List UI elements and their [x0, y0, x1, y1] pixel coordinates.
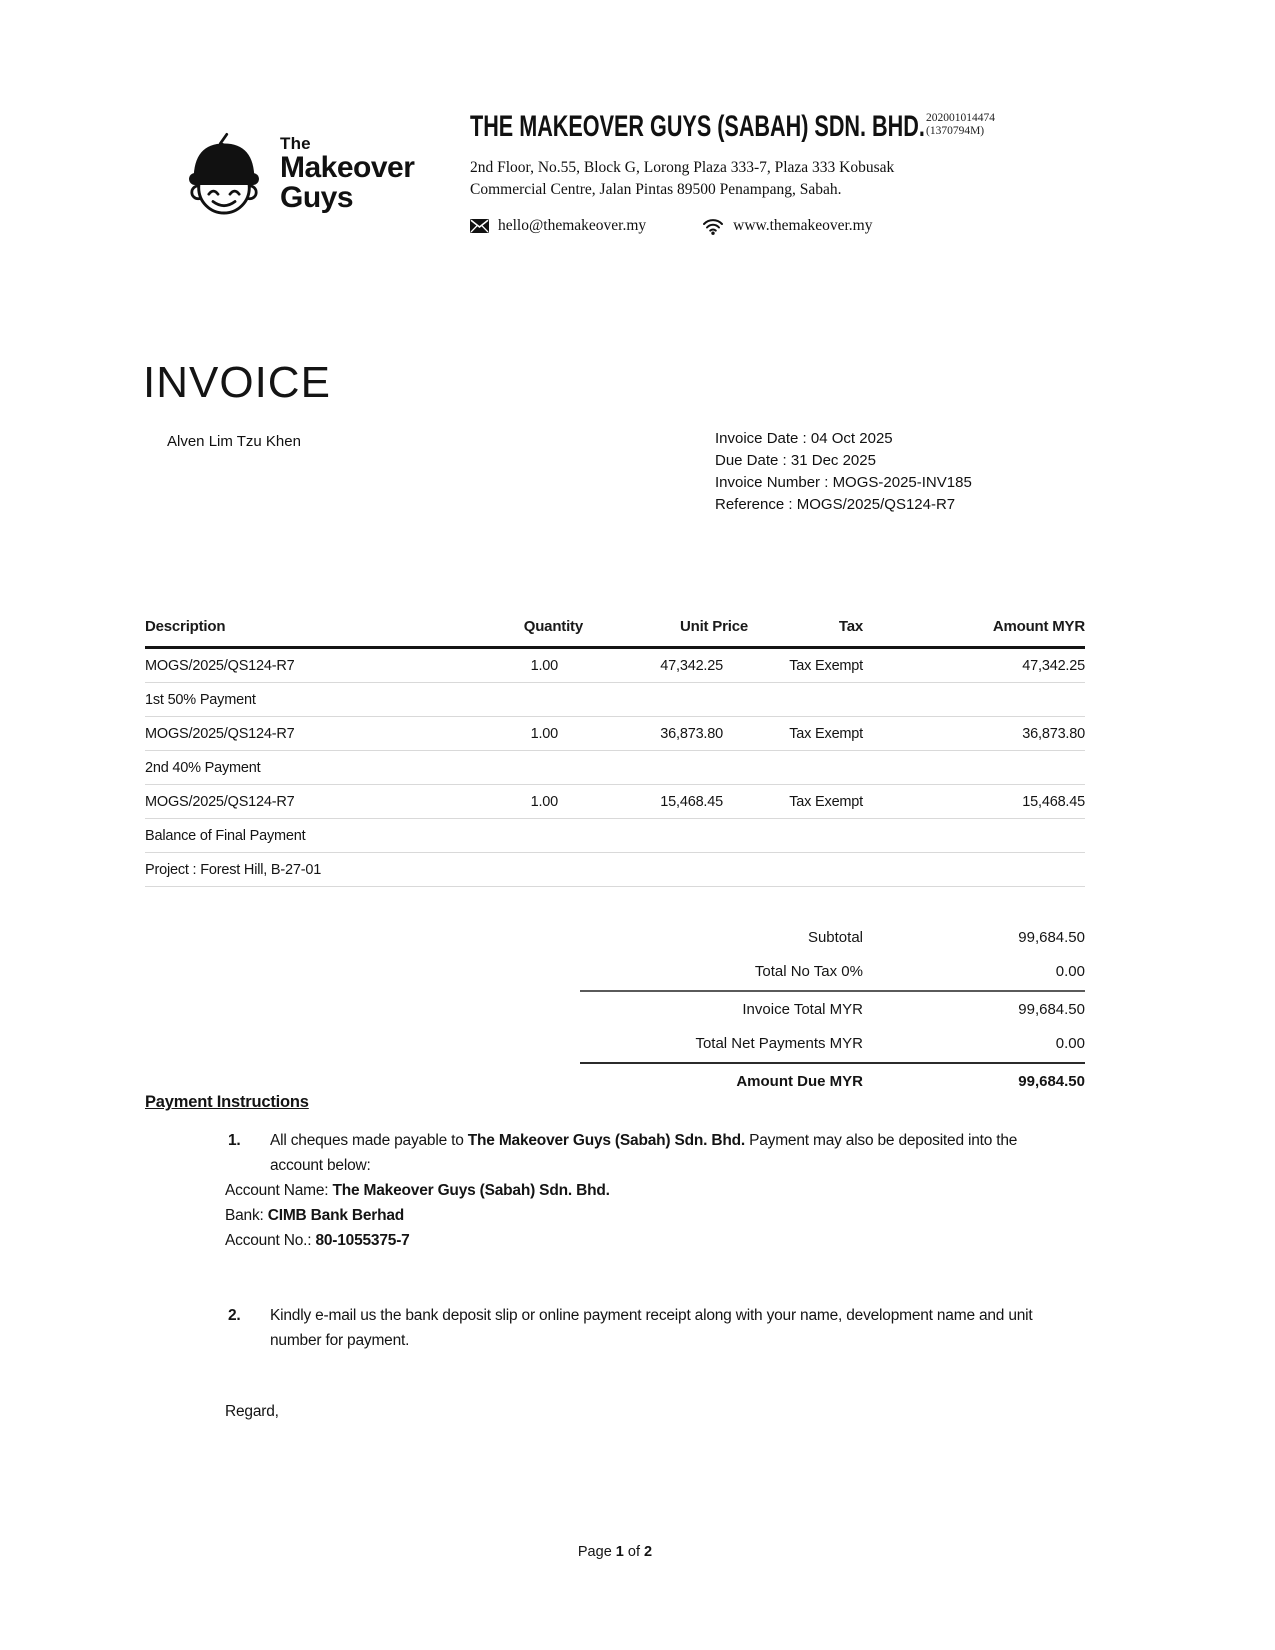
company-address-line2: Commercial Centre, Jalan Pintas 89500 Penampang, Sabah.: [470, 181, 842, 198]
separator: :: [778, 452, 791, 469]
logo-wordmark: [280, 135, 414, 212]
due-date-label: Due Date: [715, 452, 779, 469]
separator: :: [820, 474, 833, 491]
invoice-date-label: Invoice Date: [715, 430, 799, 447]
cell-description: Project : Forest Hill, B-27-01: [145, 862, 322, 878]
cell-quantity: 1.00: [530, 794, 558, 810]
page-total: 2: [644, 1544, 653, 1560]
separator: :: [784, 496, 797, 513]
payment-instructions-heading: Payment Instructions: [145, 1093, 309, 1111]
company-address-line1: 2nd Floor, No.55, Block G, Lorong Plaza 333-7, Plaza 333 Kobusak: [470, 159, 895, 176]
footer-text: of: [623, 1544, 645, 1560]
cell-amount: 36,873.80: [1022, 726, 1085, 742]
cell-unit-price: 47,342.25: [660, 658, 723, 674]
table-row: [145, 649, 1085, 683]
invoice-date-value: 04 Oct 2025: [810, 430, 893, 447]
table-row-note: [145, 751, 1085, 785]
company-website: www.themakeover.my: [733, 217, 873, 234]
logo-word-the: The: [280, 133, 311, 153]
cell-description: MOGS/2025/QS124-R7: [145, 794, 295, 810]
wifi-icon: [702, 217, 724, 235]
account-no-label: Account No.:: [225, 1232, 316, 1249]
customer-name: Alven Lim Tzu Khen: [167, 433, 301, 450]
table-row-note: [145, 683, 1085, 717]
net-payments-row: [580, 1026, 1085, 1060]
header-tax: Tax: [838, 618, 863, 635]
header-description: Description: [145, 618, 226, 635]
no-tax-row: [145, 954, 1085, 988]
page-number: 1: [615, 1544, 624, 1560]
regards-line: Regard,: [225, 1403, 279, 1420]
subtotal-value: 99,684.50: [1018, 928, 1085, 946]
due-date-line: [715, 450, 972, 472]
table-row-note: [145, 819, 1085, 853]
spacer: [145, 1253, 1085, 1303]
makeover-guys-face-icon: [178, 128, 270, 218]
net-payments-label: Total Net Payments MYR: [695, 1034, 863, 1052]
instruction-item-2: [228, 1303, 1085, 1353]
logo-word-guys: Guys: [280, 180, 354, 214]
instruction-text-pre: All cheques made payable to: [270, 1132, 468, 1149]
line-items-table: [145, 606, 1085, 887]
account-no-value: 80-1055375-7: [315, 1232, 410, 1249]
invoice-date-line: [715, 428, 972, 450]
invoice-total-row: [580, 992, 1085, 1026]
account-name-value: The Makeover Guys (Sabah) Sdn. Bhd.: [332, 1182, 610, 1199]
cell-amount: 47,342.25: [1022, 658, 1085, 674]
account-no-line: [225, 1228, 1085, 1253]
page-footer: [145, 1544, 1085, 1560]
email-contact: [470, 217, 646, 235]
page-title: INVOICE: [143, 358, 331, 407]
cell-description: MOGS/2025/QS124-R7: [145, 726, 295, 742]
cell-description: 1st 50% Payment: [145, 692, 256, 708]
cell-tax: Tax Exempt: [789, 726, 863, 742]
cell-description: 2nd 40% Payment: [145, 760, 261, 776]
totals-group: [580, 990, 1085, 1060]
company-address: [470, 157, 940, 201]
invoice-total-label: Invoice Total MYR: [742, 1000, 863, 1018]
website-contact: [702, 217, 872, 235]
envelope-icon: [470, 219, 489, 233]
cell-unit-price: 15,468.45: [660, 794, 723, 810]
due-date-value: 31 Dec 2025: [790, 452, 876, 469]
header-unit-price: Unit Price: [679, 618, 748, 635]
table-header-row: [145, 606, 1085, 649]
invoice-number-value: MOGS-2025-INV185: [832, 474, 972, 491]
company-name: THE MAKEOVER GUYS (SABAH) SDN. BHD.: [470, 110, 925, 143]
account-name-line: [225, 1178, 1085, 1203]
reference-label: Reference: [715, 496, 785, 513]
no-tax-value: 0.00: [1055, 962, 1085, 980]
totals-section: [145, 920, 1085, 1098]
invoice-number-line: [715, 472, 972, 494]
instruction-text-post: Payment may also be deposited into the account below:: [270, 1132, 1018, 1174]
amount-due-value: 99,684.50: [1018, 1072, 1085, 1090]
cell-quantity: 1.00: [530, 726, 558, 742]
cell-description: MOGS/2025/QS124-R7: [145, 658, 295, 674]
table-row: [145, 785, 1085, 819]
payee-name: The Makeover Guys (Sabah) Sdn. Bhd.: [467, 1132, 745, 1149]
company-reg-number: 202001014474: [926, 112, 995, 124]
spacer: [145, 1353, 1085, 1399]
company-contact-row: [470, 217, 872, 235]
invoice-meta: [715, 428, 972, 516]
cell-amount: 15,468.45: [1022, 794, 1085, 810]
footer-text: Page: [577, 1544, 616, 1560]
cell-quantity: 1.00: [530, 658, 558, 674]
no-tax-label: Total No Tax 0%: [754, 962, 863, 980]
company-registration: [926, 112, 995, 138]
logo-word-makeover: Makeover: [280, 150, 415, 184]
cell-description: Balance of Final Payment: [145, 828, 306, 844]
company-logo: [178, 128, 414, 218]
company-email: hello@themakeover.my: [498, 217, 647, 234]
net-payments-value: 0.00: [1055, 1034, 1085, 1052]
table-row-note: [145, 853, 1085, 887]
payment-instructions-section: [145, 1090, 1085, 1424]
invoice-number-label: Invoice Number: [715, 474, 821, 491]
bank-value: CIMB Bank Berhad: [267, 1207, 405, 1224]
company-reg-old-number: (1370794M): [926, 125, 985, 137]
invoice-total-value: 99,684.50: [1018, 1000, 1085, 1018]
reference-line: [715, 494, 972, 516]
instruction-text: [270, 1128, 1070, 1178]
separator: :: [798, 430, 811, 447]
account-name-label: Account Name:: [225, 1182, 333, 1199]
amount-due-label: Amount Due MYR: [736, 1072, 863, 1090]
cell-tax: Tax Exempt: [789, 794, 863, 810]
instruction-number: 2.: [228, 1307, 241, 1324]
subtotal-row: [145, 920, 1085, 954]
bank-label: Bank:: [225, 1207, 268, 1224]
bank-line: [225, 1203, 1085, 1228]
reference-value: MOGS/2025/QS124-R7: [796, 496, 956, 513]
cell-tax: Tax Exempt: [789, 658, 863, 674]
table-row: [145, 717, 1085, 751]
cell-unit-price: 36,873.80: [660, 726, 723, 742]
header-quantity: Quantity: [523, 618, 583, 635]
subtotal-label: Subtotal: [807, 928, 863, 946]
header-amount: Amount MYR: [992, 618, 1085, 635]
instruction-text: Kindly e-mail us the bank deposit slip or online payment receipt along with your name, development name and unit number for payment.: [270, 1307, 1033, 1349]
instruction-item-1: [228, 1128, 1085, 1178]
instruction-number: 1.: [228, 1132, 241, 1149]
